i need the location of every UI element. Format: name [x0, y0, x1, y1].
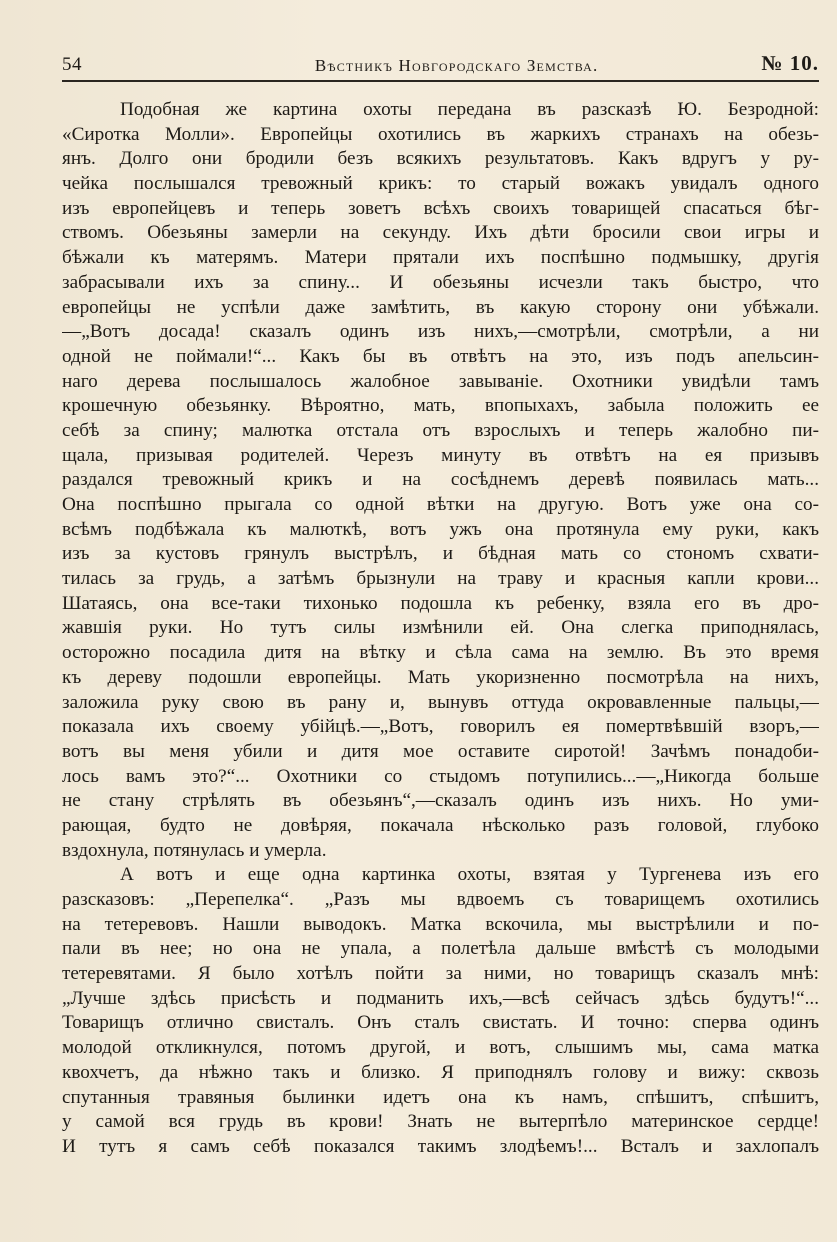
text-line: всѣмъ подбѣжала къ малюткѣ, вотъ ужъ она протянула ему руки, какъ	[62, 518, 819, 540]
body-text	[62, 98, 819, 1160]
text-line: лось вамъ это?“... Охотники со стыдомъ потупились...—„Никогда больше	[62, 765, 819, 787]
text-line: Товарищъ отлично свисталъ. Онъ сталъ свистать. И точно: сперва одинъ	[62, 1012, 819, 1034]
text-line: Подобная же картина охоты передана въ разсказѣ Ю. Безродной:	[120, 99, 819, 120]
text-line: осторожно посадила дитя на вѣтку и сѣла сама на землю. Въ это время	[62, 642, 819, 664]
text-line: пали въ нее; но она не упала, а полетѣла дальше вмѣстѣ съ молодыми	[62, 938, 819, 960]
text-line: ствомъ. Обезьяны замерли на секунду. Ихъ дѣти бросили свои игры и	[62, 222, 819, 244]
text-line: квохчетъ, да нѣжно такъ и близко. Я приподнялъ голову и вижу: сквозь	[62, 1061, 819, 1083]
text-line: европейцы не успѣли даже замѣтить, въ какую сторону они убѣжали.	[62, 296, 819, 318]
text-line: изъ за кустовъ грянулъ выстрѣлъ, и бѣдная мать со стономъ схвати-	[62, 543, 819, 565]
text-line: жавшія руки. Но тутъ силы измѣнили ей. Она слегка приподнялась,	[62, 617, 819, 639]
text-line: изъ европейцевъ и теперь зоветъ всѣхъ своихъ товарищей спасаться бѣг-	[62, 197, 819, 219]
text-line: тетеревятами. Я было хотѣлъ пойти за ними, но товарищъ сказалъ мнѣ:	[62, 963, 819, 985]
text-line: рающая, будто не довѣряя, покачала нѣсколько разъ головой, глубоко	[62, 814, 819, 836]
text-line: къ дереву подошли европейцы. Мать укоризненно посмотрѣла на нихъ,	[62, 666, 819, 688]
text-line: И тутъ я самъ себѣ показался такимъ злодѣемъ!... Всталъ и захлопалъ	[62, 1135, 819, 1157]
text-line: молодой откликнулся, потомъ другой, и вотъ, слышимъ мы, сама матка	[62, 1037, 819, 1059]
text-line: тилась за грудь, а затѣмъ брызнули на траву и красныя капли крови...	[62, 568, 819, 590]
text-line: не стану стрѣлять въ обезьянъ“,—сказалъ одинъ изъ нихъ. Но уми-	[62, 790, 819, 812]
text-line: одной не поймали!“... Какъ бы въ отвѣтъ на это, изъ подъ апельсин-	[62, 345, 819, 367]
text-line: янъ. Долго они бродили безъ всякихъ результатовъ. Какъ вдругъ у ру-	[62, 148, 819, 170]
text-line: наго дерева послышалось жалобное завываніе. Охотники увидѣли тамъ	[62, 370, 819, 392]
text-line: вздохнула, потянулась и умерла.	[62, 839, 327, 861]
text-line: щала, призывая родителей. Черезъ минуту въ отвѣтъ на ея призывъ	[62, 444, 819, 466]
text-line: крошечную обезьянку. Вѣроятно, мать, впопыхахъ, забыла положить ее	[62, 395, 819, 417]
page-number: 54	[62, 54, 82, 75]
text-line: —„Вотъ досада! сказалъ одинъ изъ нихъ,—смотрѣли, смотрѣли, а ни	[62, 321, 819, 343]
text-line: у самой вся грудь въ крови! Знать не вытерпѣло материнское сердце!	[62, 1111, 819, 1133]
text-line: „Лучше здѣсь присѣсть и подманить ихъ,—всѣ сейчасъ здѣсь будутъ!“...	[62, 987, 819, 1009]
text-line: чейка послышался тревожный крикъ: то старый вожакъ увидалъ одного	[62, 173, 819, 195]
text-line: вотъ вы меня убили и дитя мое оставите сиротой! Зачѣмъ понадоби-	[62, 740, 819, 762]
text-line: спутанныя травяныя былинки идетъ она къ намъ, спѣшитъ, спѣшитъ,	[62, 1086, 819, 1108]
text-line: А вотъ и еще одна картинка охоты, взятая у Тургенева изъ его	[120, 864, 819, 886]
text-line: показала ихъ своему убійцѣ.—„Вотъ, говорилъ ея помертвѣвшій взоръ,—	[62, 716, 819, 738]
running-header	[62, 46, 819, 82]
text-line: разсказовъ: „Перепелка“. „Разъ мы вдвоемъ съ товарищемъ охотились	[62, 889, 819, 910]
text-line: себѣ за спину; малютка отстала отъ взрослыхъ и теперь жалобно пи-	[62, 419, 819, 441]
text-line: «Сиротка Молли». Европейцы охотились въ жаркихъ странахъ на обезь-	[62, 123, 819, 145]
issue-number: № 10.	[761, 51, 819, 75]
text-line: раздался тревожный крикъ и на сосѣднемъ деревѣ появилась мать...	[62, 469, 819, 491]
text-line: на тетеревовъ. Нашли выводокъ. Матка вскочила, мы выстрѣлили и по-	[62, 913, 819, 935]
text-line: Она поспѣшно прыгала со одной вѣтки на другую. Вотъ уже она со-	[62, 494, 819, 515]
text-line: забрасывали ихъ за спину... И обезьяны исчезли такъ быстро, что	[62, 271, 819, 293]
running-title: Вѣстникъ Новгородскаго Земства.	[314, 56, 599, 75]
text-line: заложила руку свою въ рану и, вынувъ оттуда окровавленные пальцы,—	[62, 691, 819, 713]
text-line: бѣжали къ матерямъ. Матери прятали ихъ поспѣшно подмышку, другія	[62, 247, 819, 269]
text-line: Шатаясь, она все-таки тихонько подошла къ ребенку, взяла его въ дро-	[62, 592, 819, 614]
